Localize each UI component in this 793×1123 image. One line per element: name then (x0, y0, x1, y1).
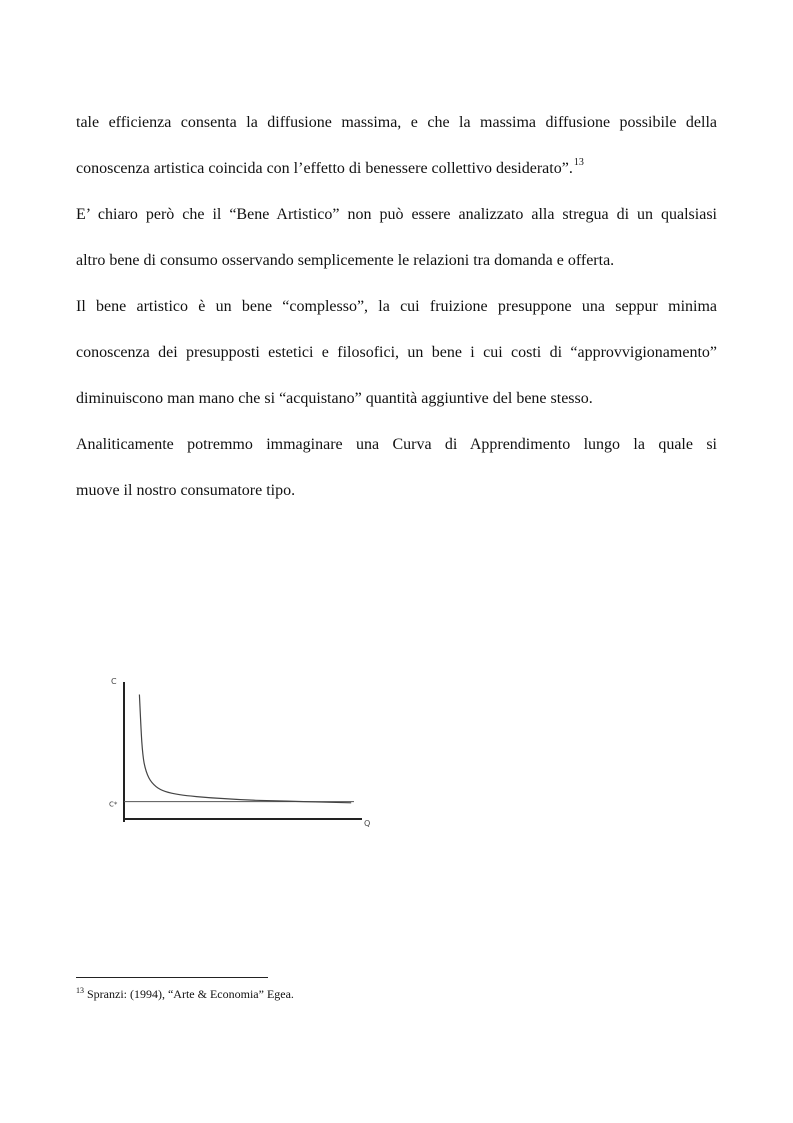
learning-curve-chart (100, 668, 390, 838)
y-axis-label: C (111, 677, 117, 686)
footnote (76, 986, 294, 1004)
text-line: Il bene artistico è un bene “complesso”, la cui fruizione presuppone una seppur minima (76, 298, 717, 315)
text-line (76, 154, 717, 200)
text-line: muove il nostro consumatore tipo. (76, 482, 296, 499)
learning-curve-figure (100, 668, 390, 838)
footnote-text: Spranzi: (1994), “Arte & Economia” Egea. (87, 987, 294, 1001)
text-line: Analiticamente potremmo immaginare una Curva di Apprendimento lungo la quale si (76, 436, 717, 453)
text-line: altro bene di consumo osservando semplicemente le relazioni tra domanda e offerta. (76, 252, 615, 269)
text-line: conoscenza dei presupposti estetici e filosofici, un bene i cui costi di “approvvigionamento” (76, 344, 717, 361)
footnote-number: 13 (76, 986, 84, 995)
footnote-divider (76, 977, 268, 978)
learning-curve-line (139, 695, 351, 803)
reference-line-label: C* (109, 800, 118, 809)
footnote-ref[interactable]: 13 (573, 157, 584, 168)
text-line: tale efficienza consenta la diffusione massima, e che la massima diffusione possibile della (76, 114, 717, 131)
text-line-content: conoscenza artistica coincida con l’effetto di benessere collettivo desiderato”. (76, 160, 573, 177)
x-axis-label: Q (364, 819, 371, 828)
text-line: diminuiscono man mano che si “acquistano” quantità aggiuntive del bene stesso. (76, 390, 593, 407)
body-text (76, 108, 717, 522)
text-line: E’ chiaro però che il “Bene Artistico” non può essere analizzato alla stregua di un qualsiasi (76, 206, 717, 223)
